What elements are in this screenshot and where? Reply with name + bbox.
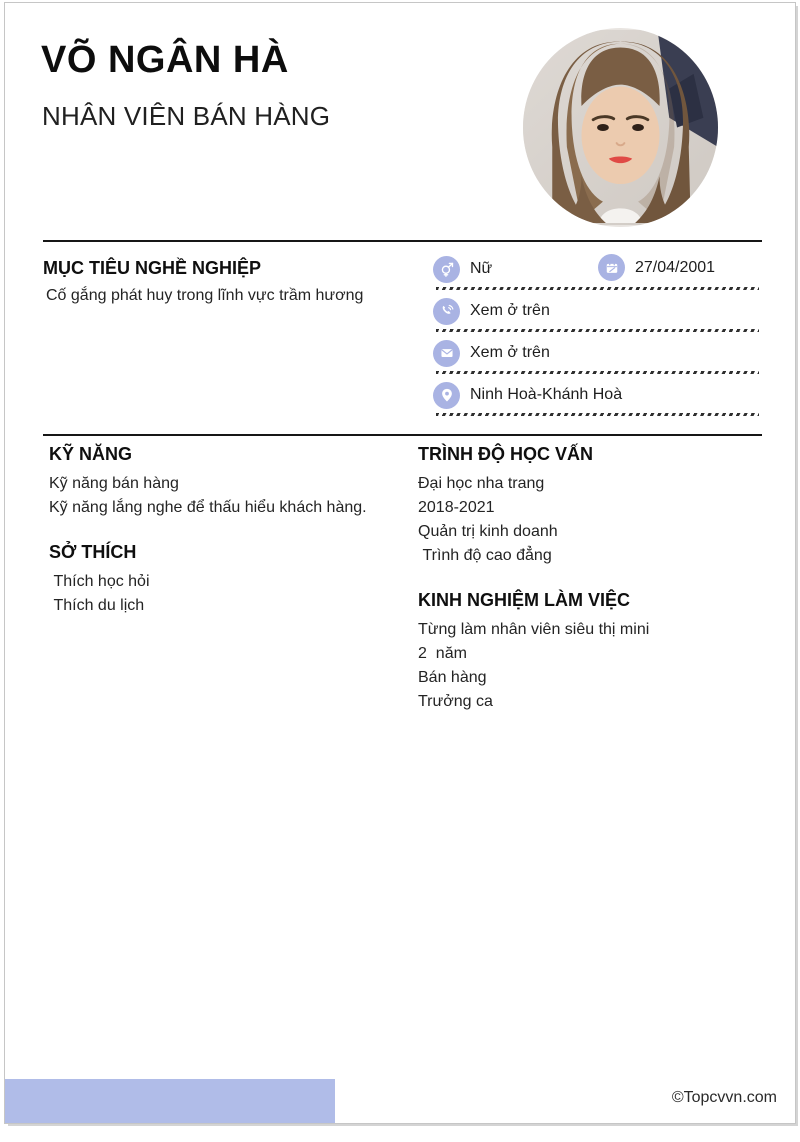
birthday-value: 27/04/2001	[635, 258, 716, 276]
experience-item: Trưởng ca	[418, 693, 493, 710]
candidate-job-title: NHÂN VIÊN BÁN HÀNG	[42, 101, 331, 131]
education-item: Đại học nha trang	[418, 475, 545, 492]
education-item: Quản trị kinh doanh	[418, 523, 558, 540]
hobby-item: Thích học hỏi	[49, 573, 150, 590]
candidate-name: VÕ NGÂN HÀ	[41, 39, 289, 81]
experience-item: 2 năm	[418, 645, 467, 662]
skills-heading: KỸ NĂNG	[49, 444, 133, 464]
gender-value: Nữ	[470, 260, 493, 277]
contact-info	[433, 248, 759, 416]
skill-item: Kỹ năng lắng nghe để thấu hiểu khách hàng.	[49, 499, 367, 516]
contact-row-phone	[433, 290, 759, 332]
email-value: Xem ở trên	[470, 344, 550, 361]
right-column	[418, 444, 763, 714]
location-value: Ninh Hoà-Khánh Hoà	[470, 386, 623, 403]
contact-email	[433, 340, 550, 367]
education-heading: TRÌNH ĐỘ HỌC VẤN	[418, 444, 593, 464]
contact-row-location	[433, 374, 759, 416]
cv-page	[4, 2, 796, 1124]
objective-text: Cố gắng phát huy trong lĩnh vực trầm hương	[46, 287, 364, 304]
contact-phone	[433, 298, 550, 325]
contact-birthday	[598, 248, 715, 287]
contact-row-gender-birthday	[433, 248, 759, 290]
gender-icon	[433, 256, 460, 283]
email-icon	[433, 340, 460, 367]
profile-photo-illustration	[523, 28, 718, 227]
location-icon	[433, 382, 460, 409]
objective-heading: MỤC TIÊU NGHỀ NGHIỆP	[43, 258, 262, 278]
experience-item: Bán hàng	[418, 669, 487, 686]
section-divider-top	[43, 240, 762, 242]
contact-gender	[433, 256, 492, 283]
phone-icon	[433, 298, 460, 325]
profile-photo	[523, 28, 718, 227]
watermark-credit: ©Topcvvn.com	[671, 1089, 777, 1106]
contact-location	[433, 382, 622, 409]
education-item: Trình độ cao đẳng	[418, 547, 552, 564]
skill-item: Kỹ năng bán hàng	[49, 475, 179, 492]
hobby-item: Thích du lịch	[49, 597, 145, 614]
contact-row-email	[433, 332, 759, 374]
left-column	[49, 444, 399, 618]
section-divider-middle	[43, 434, 762, 436]
dashed-separator	[436, 413, 759, 416]
footer-accent-block	[5, 1079, 335, 1123]
phone-value: Xem ở trên	[470, 302, 550, 319]
experience-item: Từng làm nhân viên siêu thị mini	[418, 621, 650, 638]
calendar-icon	[598, 254, 625, 281]
hobbies-heading: SỞ THÍCH	[49, 542, 137, 562]
experience-heading: KINH NGHIỆM LÀM VIỆC	[418, 590, 631, 610]
education-item: 2018-2021	[418, 499, 495, 516]
